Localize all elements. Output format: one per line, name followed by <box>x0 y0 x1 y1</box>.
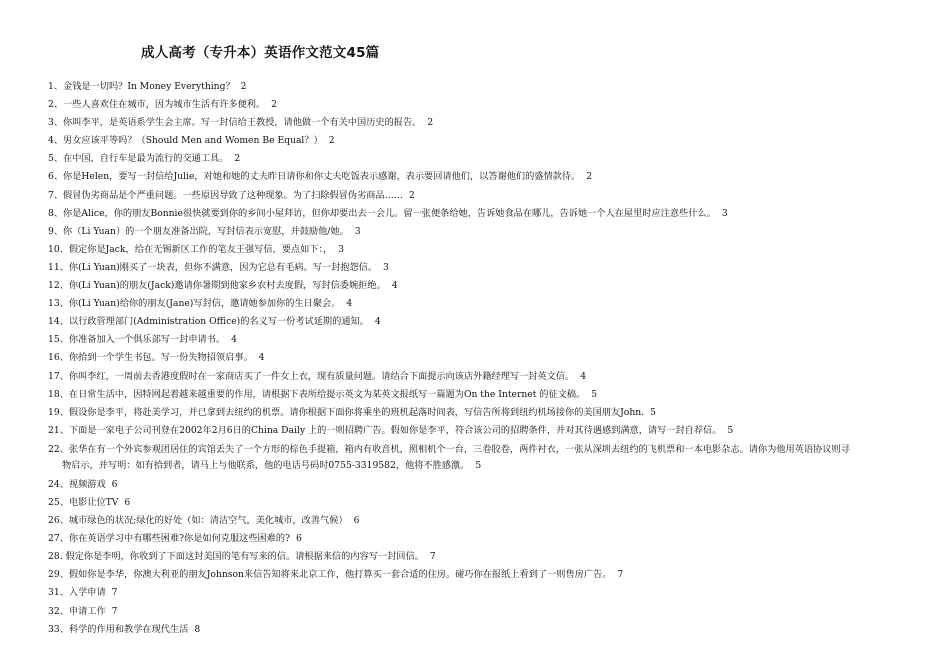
toc-entry-text: 17、你叫李红，一周前去香港度假时在一家商店买了一件女上衣，现有质量问题。请结合下面提示向该店外籍经理写一封英文信。 <box>48 370 575 382</box>
toc-entry-page-number: 3 <box>383 261 389 273</box>
toc-entry[interactable] <box>48 96 928 114</box>
toc-entry[interactable] <box>48 331 928 349</box>
toc-entry[interactable] <box>48 603 928 621</box>
toc-entry[interactable] <box>48 368 928 386</box>
toc-entry-text: 31、入学申请 <box>48 587 106 599</box>
toc-entry[interactable] <box>48 150 928 168</box>
toc-entry-page-number: 2 <box>408 189 415 201</box>
toc-entry-text: 6、你是Helen，要写一封信给Julie，对她和她的丈夫昨日请你和你丈夫吃饭表示感谢，表示要回请他们，以答谢他们的盛情款待。 <box>48 171 581 183</box>
toc-entry-text: 3、你叫李平，是英语系学生会主席。写一封信给王教授，请他做一个有关中国历史的报告。 <box>48 117 422 129</box>
toc-entry-page-number: 2 <box>234 153 241 165</box>
toc-entry-page-number: 3 <box>354 225 361 237</box>
toc-entry[interactable] <box>48 530 928 548</box>
toc-entry-page-number: 2 <box>328 135 335 147</box>
toc-entry-text: 19、假设你是李平，将赴美学习，并已拿到去纽约的机票。请你根据下面你将乘坐的班机起落时间表，写信告所将到纽约机场接你的美国朋友John. <box>48 406 645 418</box>
toc-entry-text: 27、你在英语学习中有哪些困难?你是如何克服这些困难的? <box>48 533 291 545</box>
toc-entry-page-number: 5 <box>591 388 598 400</box>
toc-entry-text: 28. 假定你是李明，你收到了下面这封美国的笔有写来的信。请根据来信的内容写一封回信。 <box>48 551 424 563</box>
toc-entry[interactable] <box>48 78 928 96</box>
toc-entry-text: 1、金钱是一切吗？In Money Everything？ <box>48 81 235 92</box>
toc-entry-page-number: 4 <box>231 334 237 346</box>
toc-entry-text: 8、你是Alice，你的朋友Bonnie很快就要到你的乡间小屋拜访，但你却要出去一会儿。留一张便条给她，告诉她食品在哪儿，告诉她一个人在屋里时应注意些什么。 <box>48 207 716 219</box>
toc-entry-text: 15、你准备加入一个俱乐部写一封申请书。 <box>48 334 226 346</box>
toc-entry-page-number: 3 <box>721 207 728 219</box>
toc-entry[interactable] <box>48 313 928 331</box>
toc-entry-page-number: 2 <box>271 99 278 111</box>
toc-entry-page-number: 5 <box>727 424 734 436</box>
toc-entry-text: 10、假定你是Jack，给在无锡新区工作的笔友王强写信，要点如下：， <box>48 243 333 255</box>
toc-entry[interactable] <box>48 621 928 639</box>
toc-entry-page-number: 4 <box>374 316 381 328</box>
document-title: 成人高考（专升本）英语作文范文45篇 <box>141 45 380 61</box>
toc-entry-text: 33、科学的作用和教学在现代生活 <box>48 623 189 635</box>
toc-entry-continuation: 物启示，并写明：如有拾到者，请马上与他联系，他的电话号码时0755-3319582，他将不胜感激。 <box>62 459 470 471</box>
toc-entry[interactable] <box>48 349 928 367</box>
toc-entry-continuation-line <box>48 458 928 474</box>
toc-entry-text: 4、男女应该平等吗？（Should Men and Women Be Equal？） <box>48 135 323 147</box>
toc-entry-text: 32、申请工作 <box>48 605 106 617</box>
toc-entry[interactable] <box>48 548 928 566</box>
toc-entry-text: 21、下面是一家电子公司刊登在2002年2月6日的China Daily 上的一则招聘广告。假如你是李平，符合该公司的招聘条件，并对其待遇感到满意，请写一封自荐信。 <box>48 424 722 436</box>
toc-entry-text: 7、假冒伪劣商品是个严重问题。一些原因导致了这种现象。为了扫除假冒伪劣商品…… <box>48 189 403 201</box>
toc-entry[interactable] <box>48 223 928 241</box>
toc-entry-text: 24、视频游戏 <box>48 478 106 490</box>
toc-entry[interactable] <box>48 386 928 404</box>
toc-entry[interactable] <box>48 512 928 530</box>
toc-entry-text: 22、张华在有一个外宾参观团居住的宾馆丢失了一个方形的棕色手提箱，箱内有收音机，照相机个一台，三卷胶卷，两件衬衣，一张从深圳去纽约的飞机票和一本电影杂志。请你为他用英语协议则寻 <box>48 443 850 455</box>
toc-entry[interactable] <box>48 566 928 584</box>
toc-entry-page-number: 6 <box>296 533 302 545</box>
toc-entry-page-number: 7 <box>111 605 118 617</box>
toc-entry[interactable] <box>48 277 928 295</box>
toc-entry-page-number: 5 <box>475 459 482 471</box>
toc-entry[interactable] <box>48 442 928 474</box>
toc-entry[interactable] <box>48 168 928 186</box>
toc-entry-page-number: 2 <box>240 81 247 92</box>
toc-entry-page-number: 5 <box>650 406 656 418</box>
toc-entry[interactable] <box>48 494 928 512</box>
toc-entry[interactable] <box>48 187 928 205</box>
toc-entry-page-number: 6 <box>124 496 131 508</box>
toc-entry-page-number: 2 <box>586 171 593 183</box>
toc-entry[interactable] <box>48 241 928 259</box>
toc-entry-page-number: 8 <box>194 623 201 635</box>
toc-entry-text: 16、你拾到一个学生书包。写一份失物招领启事。 <box>48 352 253 364</box>
toc-entry-text: 9、你（Li Yuan）的一个朋友准备出院，写封信表示宽慰，并鼓励他/她。 <box>48 225 349 237</box>
toc-entry-page-number: 2 <box>427 117 434 129</box>
toc-entry[interactable] <box>48 114 928 132</box>
toc-entry[interactable] <box>48 259 928 277</box>
toc-entry[interactable] <box>48 476 928 494</box>
toc-entry[interactable] <box>48 404 928 422</box>
toc-entry-page-number: 7 <box>111 587 118 599</box>
toc-entry-text: 13、你(Li Yuan)给你的朋友(Jane)写封信，邀请她参加你的生日聚会。 <box>48 298 341 310</box>
toc-entry-text: 11、你(Li Yuan)刚买了一块表，但你不满意，因为它总有毛病。写一封抱怨信。 <box>48 261 378 273</box>
toc-entry-page-number: 7 <box>429 551 436 563</box>
table-of-contents <box>48 78 928 639</box>
toc-entry-text: 18、在日常生活中，因特网起着越来越重要的作用，请根据下表所给提示英文为某英文报纸写一篇题为On the Internet 的征文稿。 <box>48 388 586 400</box>
toc-entry-page-number: 4 <box>346 298 353 310</box>
toc-entry-text: 5、在中国，自行车是最为流行的交通工具。 <box>48 153 229 165</box>
toc-entry[interactable] <box>48 584 928 602</box>
toc-entry-text: 14、以行政管理部门(Administration Office)的名义写一份考试延期的通知。 <box>48 316 369 328</box>
toc-entry-page-number: 3 <box>338 243 345 255</box>
toc-entry-page-number: 7 <box>617 569 624 581</box>
toc-entry[interactable] <box>48 422 928 440</box>
toc-entry-text: 12、你(Li Yuan)的朋友(Jack)邀请你暑期到他家乡农村去度假，写封信委婉拒绝。 <box>48 280 386 292</box>
toc-entry[interactable] <box>48 205 928 223</box>
toc-entry-text: 26、城市绿色的状况;绿化的好处（如：清洁空气，美化城市，改善气候） <box>48 515 348 527</box>
toc-entry-page-number: 4 <box>258 352 265 364</box>
toc-entry-page-number: 4 <box>580 370 587 382</box>
toc-entry-page-number: 4 <box>391 280 398 292</box>
toc-entry-page-number: 6 <box>353 515 360 527</box>
toc-entry[interactable] <box>48 132 928 150</box>
toc-entry-text: 25、电影让位TV <box>48 496 119 508</box>
toc-entry-text: 2、一些人喜欢住在城市，因为城市生活有许多便利。 <box>48 99 266 111</box>
toc-entry-page-number: 6 <box>111 478 118 490</box>
toc-entry[interactable] <box>48 295 928 313</box>
toc-entry-text: 29、假如你是李华，你澳大利亚的朋友Johnson来信告知将来北京工作，他打算买一套合适的住房。碰巧你在报纸上看到了一则售房广告。 <box>48 569 612 581</box>
